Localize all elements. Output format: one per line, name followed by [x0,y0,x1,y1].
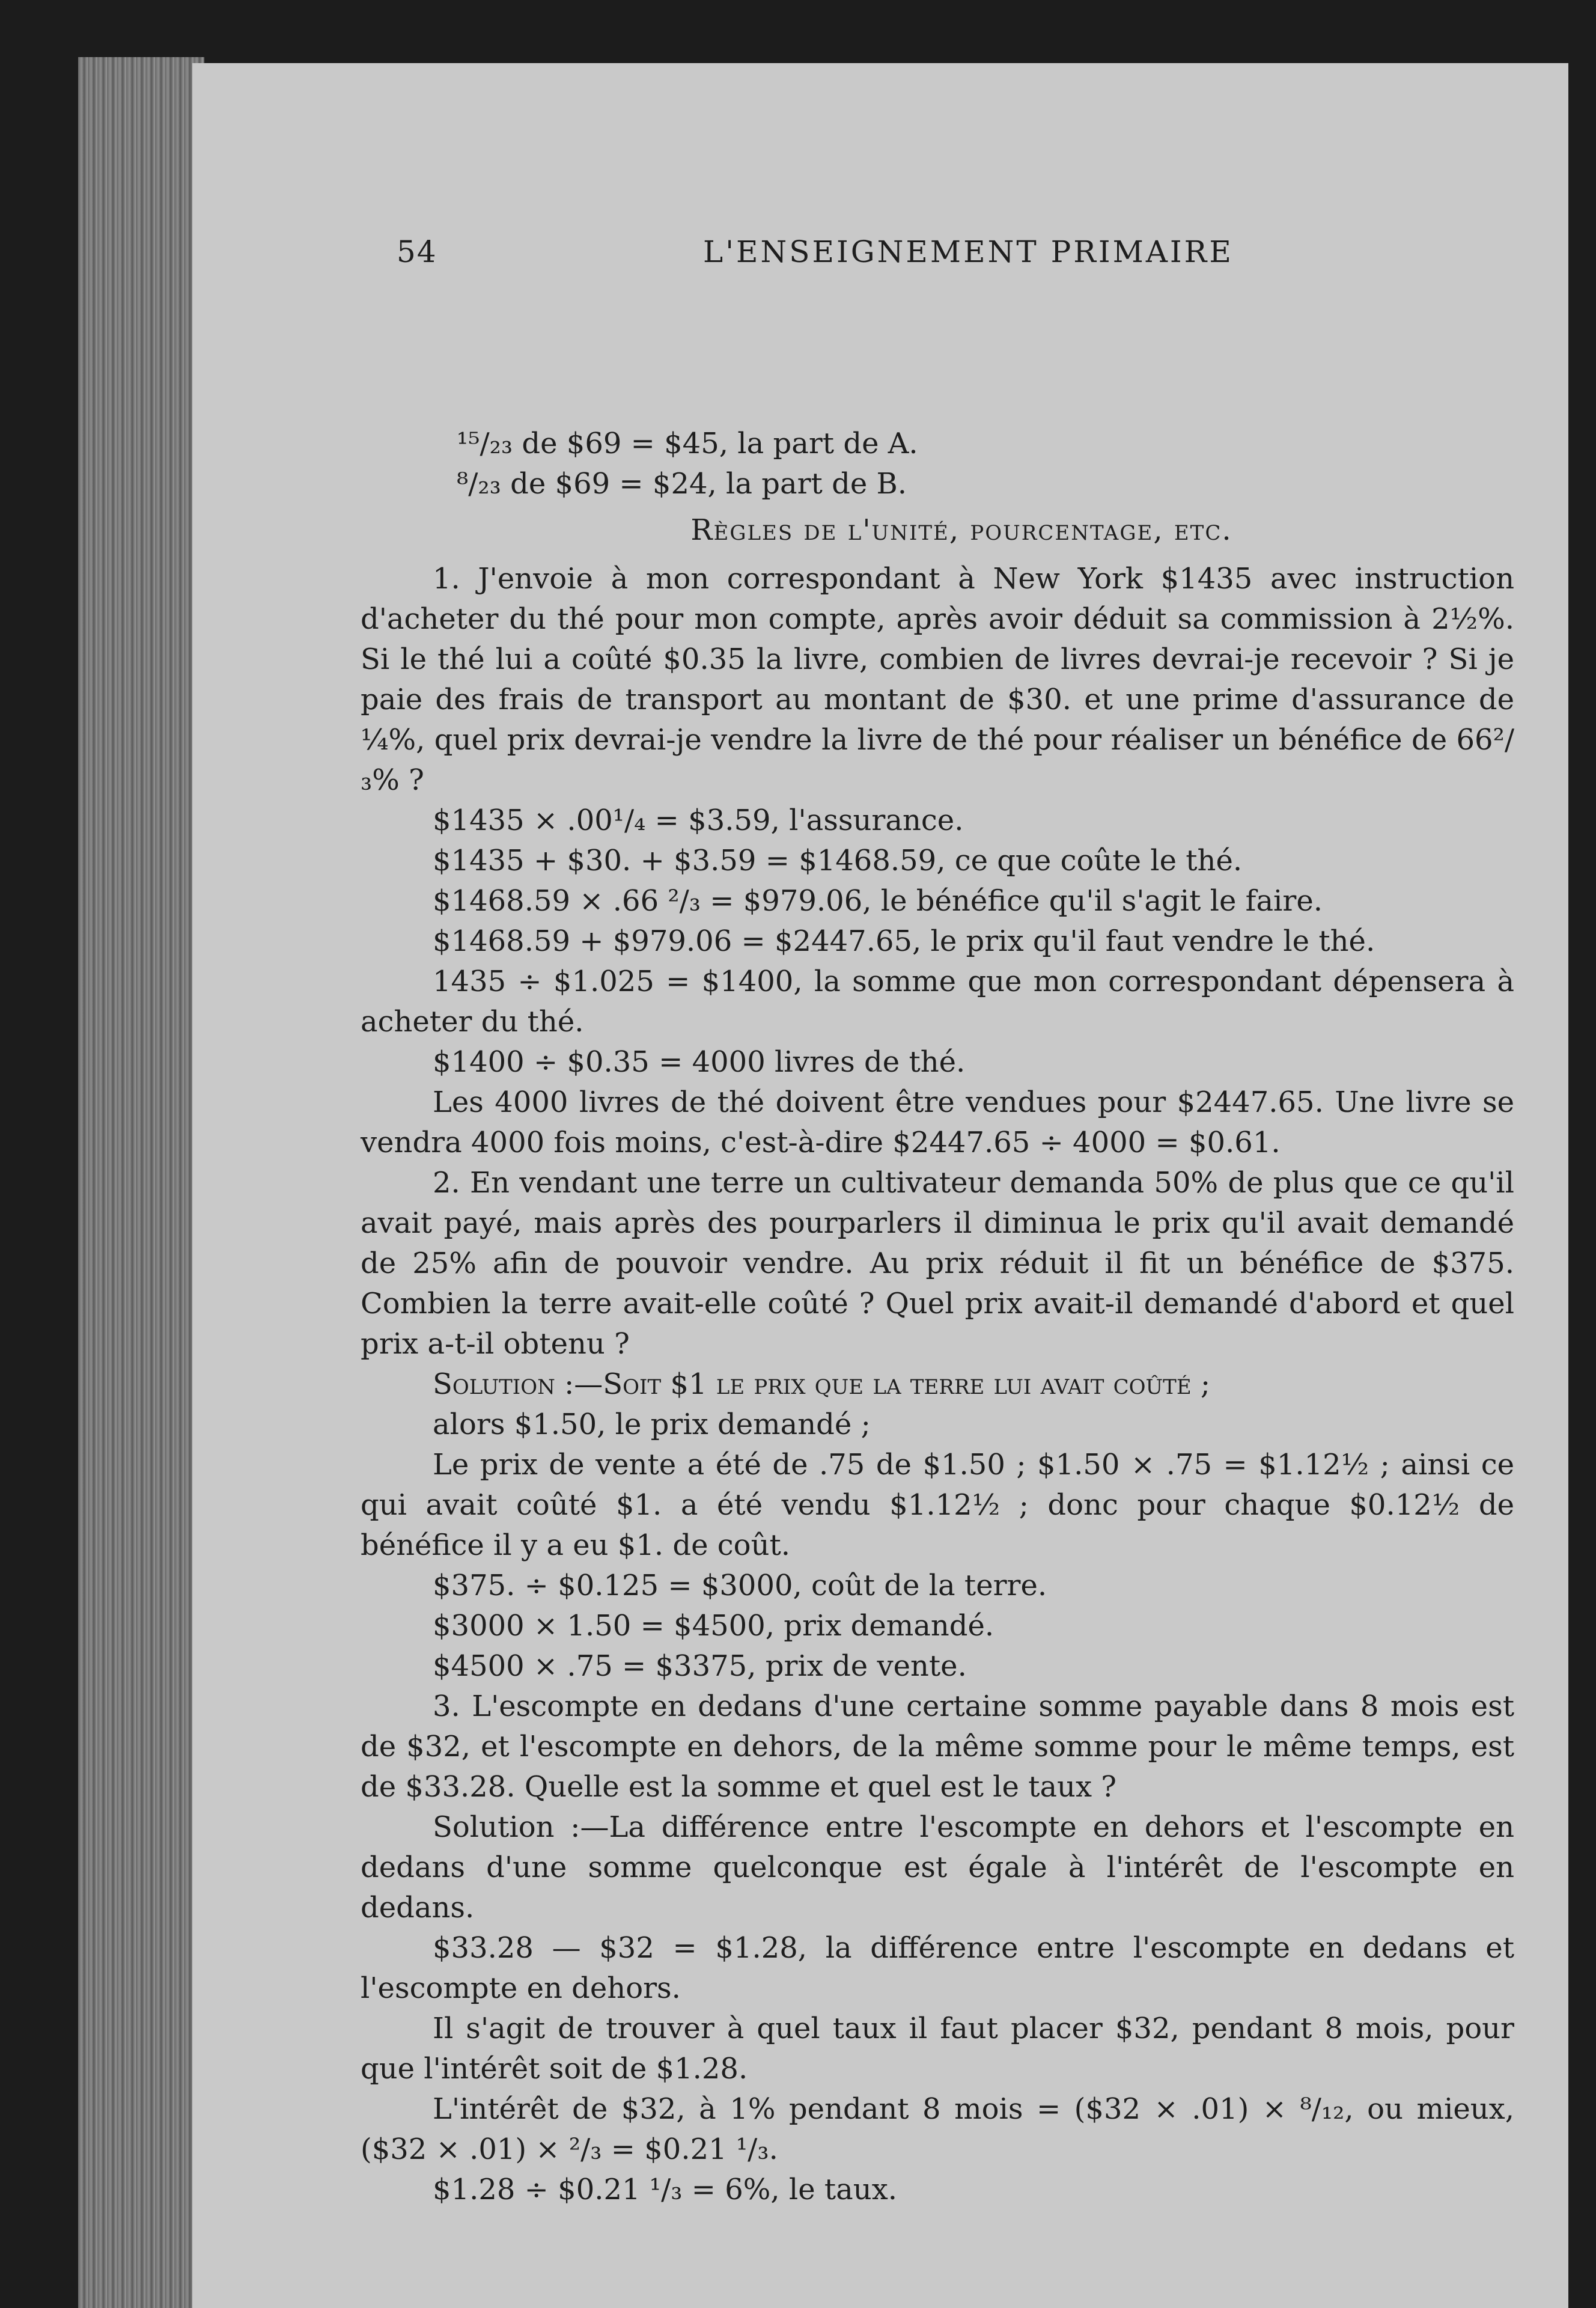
text-paragraph: 1435 ÷ $1.025 = $1400, la somme que mon correspondant dépensera à acheter du thé. [361,965,1514,1039]
solution-line: Solution :—Soit $1 le prix que la terre lui avait coûté ; [433,1367,1211,1401]
problem-paragraph: 2. En vendant une terre un cultivateur demanda 50% de plus que ce qu'il avait payé, mais après des pourparlers il diminua le prix qu'il avait demandé de 25% afin de pouvoir vendre. Au prix réduit il fit un bénéfice de $375. Combien la terre avait-elle coûté ? Quel prix avait-il demandé d'abord et quel prix a-t-il obtenu ? [361,1166,1514,1361]
text-paragraph: Le prix de vente a été de .75 de $1.50 ; $1.50 × .75 = $1.12½ ; ainsi ce qui avait coûté $1. a été vendu $1.12½ ; donc pour chaque $0.12½ de bénéfice il y a eu $1. de coût. [361,1448,1514,1562]
text-line: ⁸/₂₃ de $69 = $24, la part de B. [457,467,907,501]
text-paragraph: $33.28 — $32 = $1.28, la différence entre l'escompte en dedans et l'escompte en dehors. [361,1931,1514,2005]
text-line: $1435 × .00¹/₄ = $3.59, l'assurance. [433,804,964,837]
text-paragraph: Il s'agit de trouver à quel taux il faut placer $32, pendant 8 mois, pour que l'intérêt soit de $1.28. [361,2012,1514,2086]
page-number: 54 [397,234,437,269]
text-paragraph: L'intérêt de $32, à 1% pendant 8 mois = ($32 × .01) × ⁸/₁₂, ou mieux, ($32 × .01) × ²/₃ = $0.21 ¹/₃. [361,2092,1514,2166]
text-line: $1468.59 × .66 ²/₃ = $979.06, le bénéfice qu'il s'agit le faire. [433,884,1323,918]
text-line: $1400 ÷ $0.35 = 4000 livres de thé. [433,1045,966,1079]
page-body [361,424,1514,2210]
problem-paragraph: 3. L'escompte en dedans d'une certaine somme payable dans 8 mois est de $32, et l'escompte en dehors, de la même somme pour le même temps, est de $33.28. Quelle est la somme et quel est le taux ? [361,1690,1514,1804]
text-line: ¹⁵/₂₃ de $69 = $45, la part de A. [457,427,918,460]
problem-paragraph: 1. J'envoie à mon correspondant à New York $1435 avec instruction d'acheter du thé pour mon compte, après avoir déduit sa commission à 2½%. Si le thé lui a coûté $0.35 la livre, combien de livres devrai-je recevoir ? Si je paie des frais de transport au montant de $30. et une prime d'assurance de ¼%, quel prix devrai-je vendre la livre de thé pour réaliser un bénéfice de 66²/₃% ? [361,562,1514,797]
text-line: $4500 × .75 = $3375, prix de vente. [433,1649,967,1683]
text-paragraph: Les 4000 livres de thé doivent être vendues pour $2447.65. Une livre se vendra 4000 fois moins, c'est-à-dire $2447.65 ÷ 4000 = $0.61. [361,1085,1514,1159]
running-title: L'ENSEIGNEMENT PRIMAIRE [703,234,1234,269]
text-line: $1.28 ÷ $0.21 ¹/₃ = 6%, le taux. [433,2173,898,2206]
book-page-edges [78,57,204,2308]
book-page [192,63,1568,2308]
solution-paragraph: Solution :—La différence entre l'escompte en dehors et l'escompte en dedans d'une somme quelconque est égale à l'intérêt de l'escompte en dedans. [361,1810,1514,1925]
text-line: $375. ÷ $0.125 = $3000, coût de la terre. [433,1569,1047,1602]
text-line: $1435 + $30. + $3.59 = $1468.59, ce que coûte le thé. [433,844,1243,878]
section-heading: Règles de l'unité, pourcentage, etc. [690,513,1232,547]
page-header [397,234,1448,307]
text-line: alors $1.50, le prix demandé ; [433,1408,871,1441]
text-line: $3000 × 1.50 = $4500, prix demandé. [433,1609,994,1643]
text-line: $1468.59 + $979.06 = $2447.65, le prix qu'il faut vendre le thé. [433,924,1375,958]
